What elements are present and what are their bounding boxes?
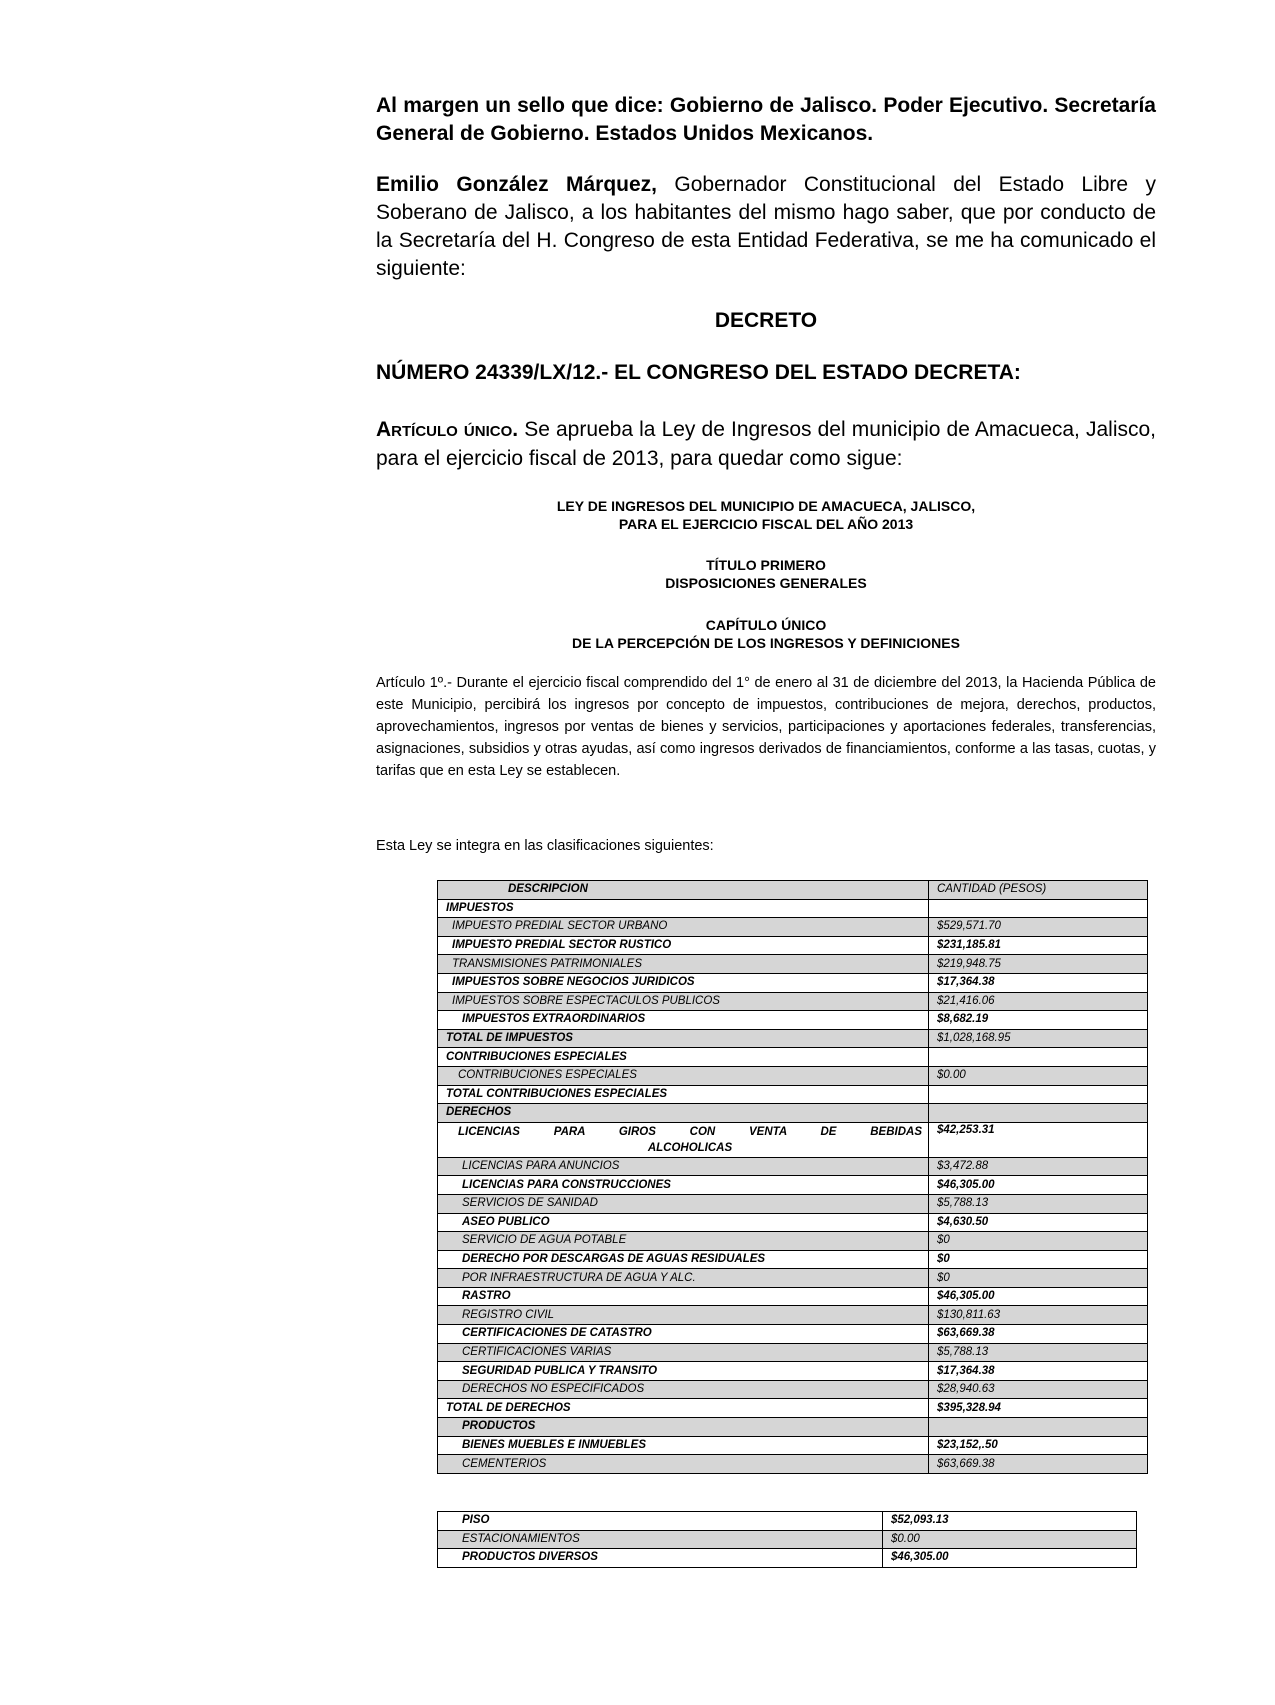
row-desc: ASEO PUBLICO xyxy=(438,1213,929,1232)
row-desc: REGISTRO CIVIL xyxy=(438,1306,929,1325)
row-desc xyxy=(438,1122,929,1157)
table-row xyxy=(438,899,1148,918)
table-row xyxy=(438,1325,1148,1344)
row-amount: $0 xyxy=(929,1250,1148,1269)
table-row xyxy=(438,1011,1148,1030)
row-amount: $1,028,168.95 xyxy=(929,1029,1148,1048)
table-row xyxy=(438,1269,1148,1288)
row-amount: $0.00 xyxy=(883,1530,1137,1549)
row-desc: CONTRIBUCIONES ESPECIALES xyxy=(438,1066,929,1085)
row-amount: $5,788.13 xyxy=(929,1343,1148,1362)
row-amount: $46,305.00 xyxy=(929,1176,1148,1195)
row-desc: LICENCIAS PARA ANUNCIOS xyxy=(438,1157,929,1176)
row-amount xyxy=(929,1104,1148,1123)
table-row xyxy=(438,1549,1137,1568)
header-descripcion: DESCRIPCION xyxy=(438,881,929,900)
table-row xyxy=(438,1250,1148,1269)
revenue-table xyxy=(437,880,1148,1474)
row-desc-line1: LICENCIAS PARA GIROS CON VENTA DE BEBIDAS xyxy=(458,1125,922,1138)
table-row xyxy=(438,918,1148,937)
table-row xyxy=(438,1436,1148,1455)
law-title-line2: PARA EL EJERCICIO FISCAL DEL AÑO 2013 xyxy=(618,516,914,532)
row-amount: $17,364.38 xyxy=(929,973,1148,992)
table-row xyxy=(438,1380,1148,1399)
row-amount: $0 xyxy=(929,1269,1148,1288)
gobernador-text: Gobernador Constitucional del Estado Libre y Soberano de Jalisco, a los habitantes del mismo hago saber, que por conducto de la Secretaría del H. Congreso de esta Entidad Federativa, se me ha comunicado el siguiente: xyxy=(376,173,1156,280)
sello-paragraph: Al margen un sello que dice: Gobierno de Jalisco. Poder Ejecutivo. Secretaría General de Gobierno. Estados Unidos Mexicanos. xyxy=(376,94,1156,145)
revenue-table-continued xyxy=(437,1511,1137,1568)
row-amount: $17,364.38 xyxy=(929,1362,1148,1381)
row-amount: $28,940.63 xyxy=(929,1380,1148,1399)
row-amount: $21,416.06 xyxy=(929,992,1148,1011)
row-desc: DERECHOS NO ESPECIFICADOS xyxy=(438,1380,929,1399)
row-amount: $395,328.94 xyxy=(929,1399,1148,1418)
row-amount: $0.00 xyxy=(929,1066,1148,1085)
table-row xyxy=(438,1194,1148,1213)
table-row xyxy=(438,1085,1148,1104)
decreto-title: DECRETO xyxy=(714,309,818,332)
table-row xyxy=(438,936,1148,955)
table-row xyxy=(438,1362,1148,1381)
row-desc: PRODUCTOS DIVERSOS xyxy=(438,1549,883,1568)
row-amount: $23,152,.50 xyxy=(929,1436,1148,1455)
row-amount: $0 xyxy=(929,1232,1148,1251)
gobernador-name: Emilio González Márquez, xyxy=(376,173,658,196)
table-header-row xyxy=(438,881,1148,900)
articulo-unico-label: Artículo único. xyxy=(376,418,519,441)
header-cantidad: CANTIDAD (PESOS) xyxy=(929,881,1148,900)
row-amount: $231,185.81 xyxy=(929,936,1148,955)
table-row xyxy=(438,1418,1148,1437)
row-amount: $8,682.19 xyxy=(929,1011,1148,1030)
table-row xyxy=(438,955,1148,974)
row-desc: SERVICIO DE AGUA POTABLE xyxy=(438,1232,929,1251)
table-row xyxy=(438,1157,1148,1176)
row-amount: $63,669.38 xyxy=(929,1455,1148,1474)
capitulo-unico-line: CAPÍTULO ÚNICO xyxy=(705,617,827,633)
table-row xyxy=(438,1029,1148,1048)
row-desc: TRANSMISIONES PATRIMONIALES xyxy=(438,955,929,974)
table-row xyxy=(438,1104,1148,1123)
disposiciones-generales: DISPOSICIONES GENERALES xyxy=(665,575,867,591)
capitulo-unico xyxy=(376,616,1156,652)
capitulo-unico-name: DE LA PERCEPCIÓN DE LOS INGRESOS Y DEFINICIONES xyxy=(572,635,960,651)
gobernador-paragraph xyxy=(376,171,1156,283)
articulo-unico xyxy=(376,415,1156,473)
table-row xyxy=(438,1287,1148,1306)
row-desc: IMPUESTOS EXTRAORDINARIOS xyxy=(438,1011,929,1030)
row-amount: $52,093.13 xyxy=(883,1512,1137,1531)
articulo-unico-text: Se aprueba la Ley de Ingresos del municipio de Amacueca, Jalisco, para el ejercicio fiscal de 2013, para quedar como sigue: xyxy=(376,418,1157,470)
table-row xyxy=(438,1530,1137,1549)
row-amount xyxy=(929,1048,1148,1067)
table-row xyxy=(438,1048,1148,1067)
table-row xyxy=(438,992,1148,1011)
row-amount: $219,948.75 xyxy=(929,955,1148,974)
row-amount: $63,669.38 xyxy=(929,1325,1148,1344)
row-amount xyxy=(929,1418,1148,1437)
row-desc: IMPUESTO PREDIAL SECTOR URBANO xyxy=(438,918,929,937)
row-desc: DERECHO POR DESCARGAS DE AGUAS RESIDUALES xyxy=(438,1250,929,1269)
row-desc: TOTAL CONTRIBUCIONES ESPECIALES xyxy=(438,1085,929,1104)
row-amount: $46,305.00 xyxy=(883,1549,1137,1568)
row-desc: TOTAL DE IMPUESTOS xyxy=(438,1029,929,1048)
row-amount xyxy=(929,1085,1148,1104)
row-amount: $5,788.13 xyxy=(929,1194,1148,1213)
law-title xyxy=(376,497,1156,533)
row-desc: TOTAL DE DERECHOS xyxy=(438,1399,929,1418)
row-amount: $3,472.88 xyxy=(929,1157,1148,1176)
row-desc: IMPUESTOS xyxy=(438,899,929,918)
row-amount: $130,811.63 xyxy=(929,1306,1148,1325)
row-amount xyxy=(929,899,1148,918)
table-row xyxy=(438,1306,1148,1325)
row-desc: RASTRO xyxy=(438,1287,929,1306)
articulo-1: Artículo 1º.- Durante el ejercicio fiscal comprendido del 1° de enero al 31 de diciembre del 2013, la Hacienda Pública de este Municipio, percibirá los ingresos por concepto de impuestos, contribuciones de mejora, derechos, productos, aprovechamientos, ingresos por ventas de bienes y servicios, participaciones y aportaciones federales, transferencias, asignaciones, subsidios y otras ayudas, así como ingresos derivados de financiamientos, conforme a las tasas, cuotas, y tarifas que en esta Ley se establecen. xyxy=(376,675,1156,779)
row-desc: ESTACIONAMIENTOS xyxy=(438,1530,883,1549)
row-desc: POR INFRAESTRUCTURA DE AGUA Y ALC. xyxy=(438,1269,929,1288)
row-desc: PISO xyxy=(438,1512,883,1531)
table-row xyxy=(438,1512,1137,1531)
table-row xyxy=(438,973,1148,992)
titulo-primero-line: TÍTULO PRIMERO xyxy=(706,557,826,573)
row-desc: CONTRIBUCIONES ESPECIALES xyxy=(438,1048,929,1067)
row-desc: CERTIFICACIONES DE CATASTRO xyxy=(438,1325,929,1344)
row-desc: SEGURIDAD PUBLICA Y TRANSITO xyxy=(438,1362,929,1381)
table-row xyxy=(438,1232,1148,1251)
row-amount: $4,630.50 xyxy=(929,1213,1148,1232)
row-desc-line2: ALCOHOLICAS xyxy=(647,1141,733,1154)
row-desc: PRODUCTOS xyxy=(438,1418,929,1437)
table-row xyxy=(438,1066,1148,1085)
table-row xyxy=(438,1176,1148,1195)
integra-text: Esta Ley se integra en las clasificaciones siguientes: xyxy=(376,838,714,854)
row-desc: IMPUESTOS SOBRE ESPECTACULOS PUBLICOS xyxy=(438,992,929,1011)
table-row xyxy=(438,1455,1148,1474)
table-row xyxy=(438,1122,1148,1157)
table-row xyxy=(438,1343,1148,1362)
row-desc: IMPUESTOS SOBRE NEGOCIOS JURIDICOS xyxy=(438,973,929,992)
row-desc: LICENCIAS PARA CONSTRUCCIONES xyxy=(438,1176,929,1195)
row-amount: $42,253.31 xyxy=(929,1122,1148,1157)
row-amount: $46,305.00 xyxy=(929,1287,1148,1306)
table-row xyxy=(438,1213,1148,1232)
law-title-line1: LEY DE INGRESOS DEL MUNICIPIO DE AMACUECA, JALISCO, xyxy=(556,498,976,514)
row-desc: IMPUESTO PREDIAL SECTOR RUSTICO xyxy=(438,936,929,955)
row-desc: BIENES MUEBLES E INMUEBLES xyxy=(438,1436,929,1455)
row-desc: DERECHOS xyxy=(438,1104,929,1123)
table-row xyxy=(438,1399,1148,1418)
row-desc: SERVICIOS DE SANIDAD xyxy=(438,1194,929,1213)
row-desc: CERTIFICACIONES VARIAS xyxy=(438,1343,929,1362)
row-amount: $529,571.70 xyxy=(929,918,1148,937)
titulo-primero xyxy=(376,556,1156,592)
decreto-number: NÚMERO 24339/LX/12.- EL CONGRESO DEL ESTADO DECRETA: xyxy=(376,361,1021,384)
row-desc: CEMENTERIOS xyxy=(438,1455,929,1474)
